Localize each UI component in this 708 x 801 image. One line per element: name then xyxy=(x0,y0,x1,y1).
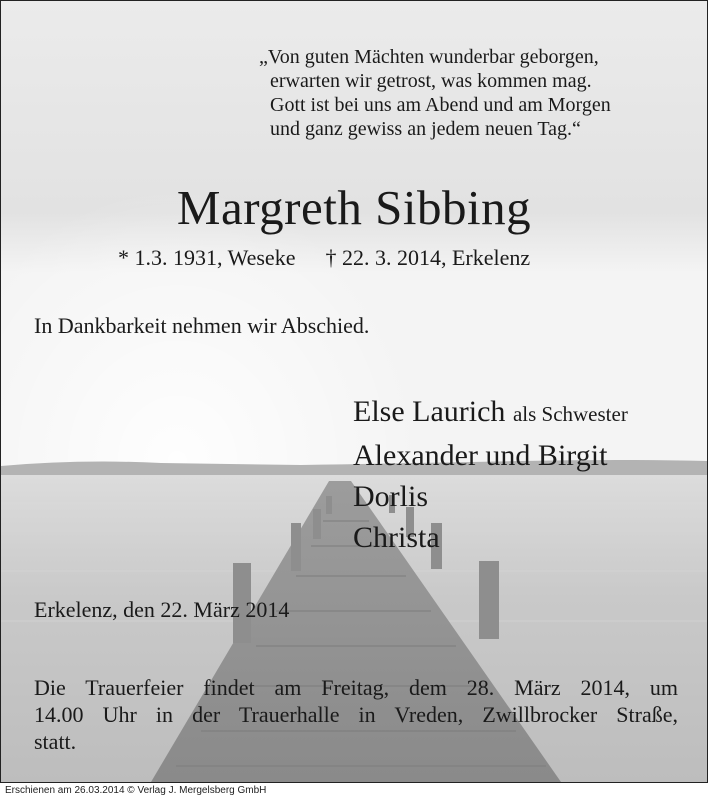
deceased-name: Margreth Sibbing xyxy=(176,180,532,235)
mourner-1 xyxy=(353,391,628,435)
birth-date: * 1.3. 1931, Weseke xyxy=(118,245,296,270)
death-date: † 22. 3. 2014, Erkelenz xyxy=(325,245,531,270)
mourner-3: Dorlis xyxy=(353,480,428,513)
poem-quote xyxy=(259,45,611,141)
farewell-statement: In Dankbarkeit nehmen wir Abschied. xyxy=(34,313,370,338)
funeral-service-info xyxy=(34,674,678,755)
poem-line-4: und ganz gewiss an jedem neuen Tag.“ xyxy=(270,118,581,140)
service-line-2: 14.00 Uhr in der Trauerhalle in Vreden, Zwillbrocker Straße, xyxy=(34,702,678,727)
service-line-3: statt. xyxy=(34,729,77,754)
mourners-list xyxy=(353,391,628,558)
mourner-2: Alexander und Birgit xyxy=(353,439,608,472)
poem-line-1: „Von guten Mächten wunderbar geborgen, xyxy=(259,46,599,68)
mourner-1-name: Else Laurich xyxy=(353,395,506,428)
poem-line-3: Gott ist bei uns am Abend und am Morgen xyxy=(270,94,611,116)
mourner-1-relation: als Schwester xyxy=(512,402,628,426)
life-dates xyxy=(118,245,530,271)
mourner-4: Christa xyxy=(353,521,440,554)
service-line-1: Die Trauerfeier findet am Freitag, dem 28. März 2014, um xyxy=(34,675,678,700)
publication-footer: Erschienen am 26.03.2014 © Verlag J. Mergelsberg GmbH xyxy=(5,785,267,796)
poem-line-2: erwarten wir getrost, was kommen mag. xyxy=(270,70,592,92)
place-and-date: Erkelenz, den 22. März 2014 xyxy=(34,597,290,622)
